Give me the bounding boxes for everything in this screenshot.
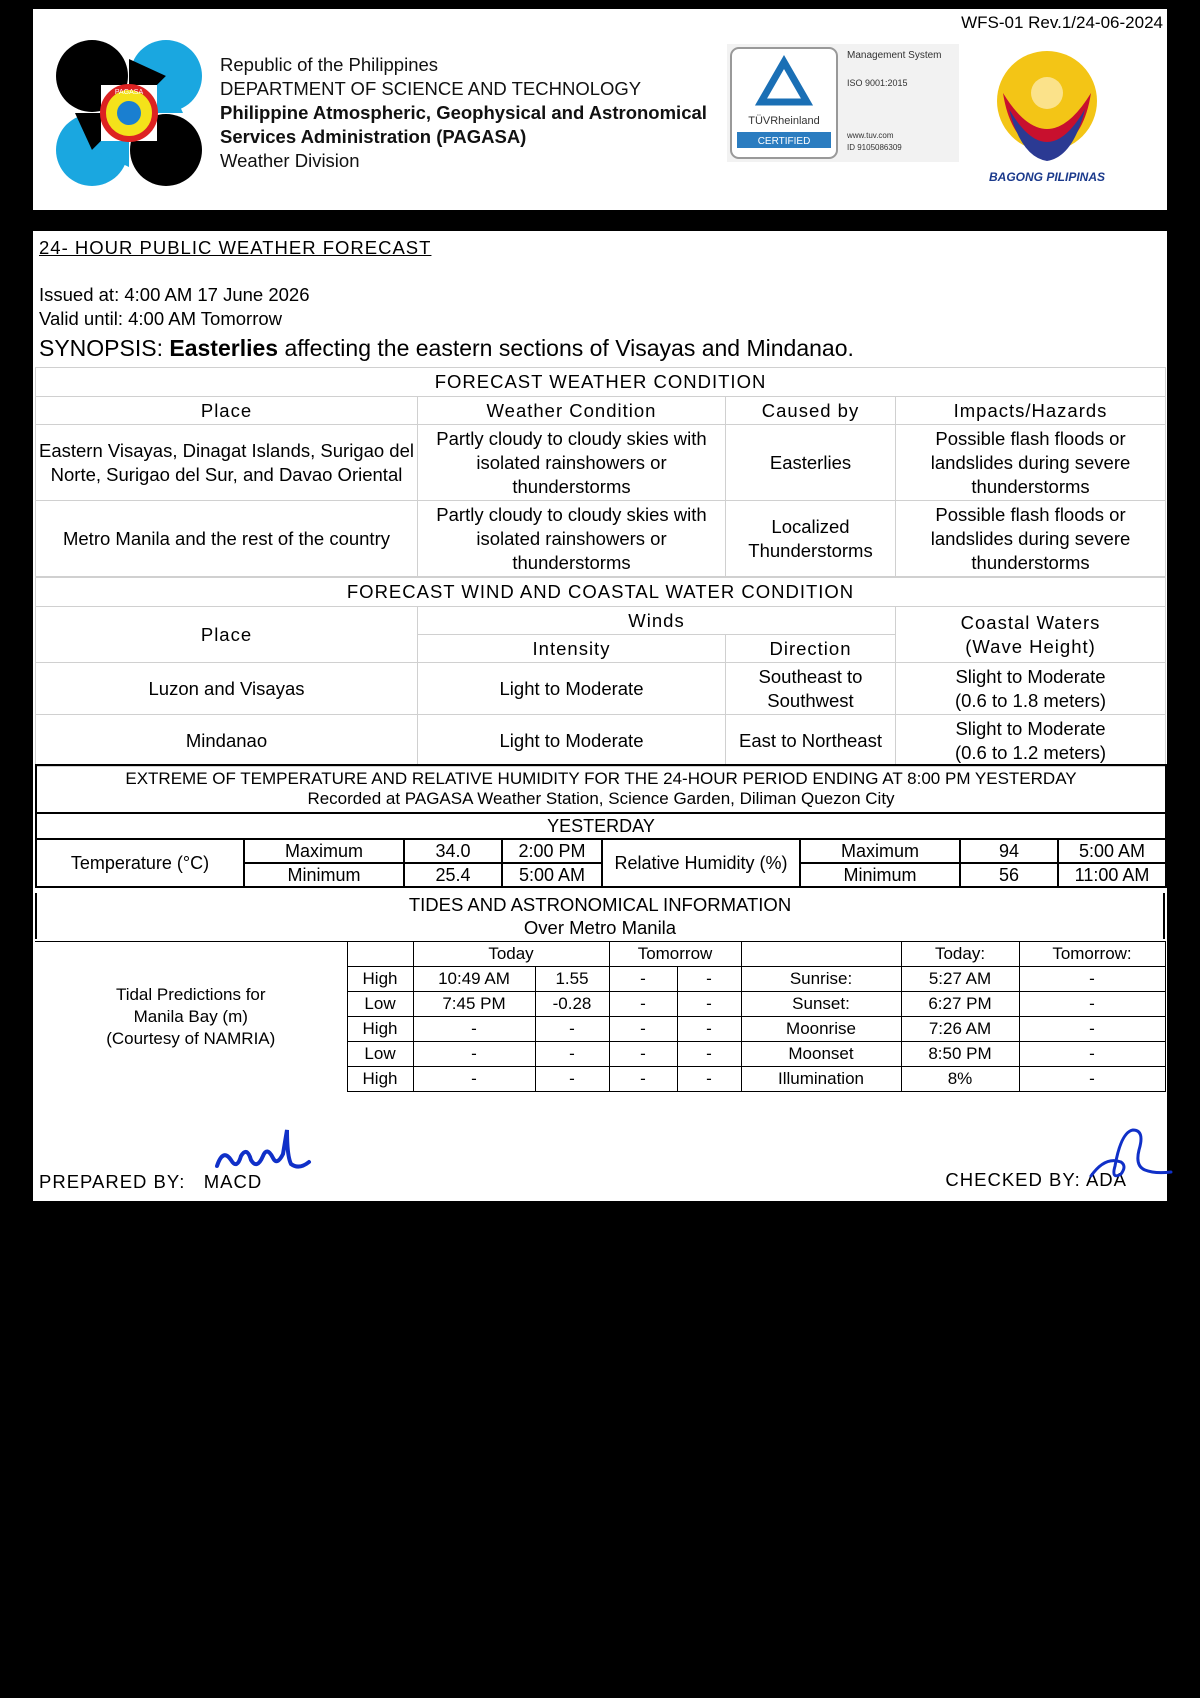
place-cell: Eastern Visayas, Dinagat Islands, Surigao del Norte, Surigao del Sur, and Davao Oriental <box>36 425 418 501</box>
coastal-header: Coastal Waters <box>960 611 1101 633</box>
today-header: Today <box>413 942 609 967</box>
max-label: Maximum <box>800 839 960 863</box>
prepared-label: PREPARED BY: <box>39 1171 186 1192</box>
place-cell: Luzon and Visayas <box>36 663 418 715</box>
tide-time: - <box>413 1017 535 1042</box>
min-label: Minimum <box>800 863 960 887</box>
cause-cell: Easterlies <box>726 425 896 501</box>
astro-tomorrow: - <box>1019 967 1165 992</box>
astro-label: Illumination <box>741 1067 901 1092</box>
wind-table-title: FORECAST WIND AND COASTAL WATER CONDITION <box>36 578 1166 607</box>
tide-tom-height: - <box>677 1042 741 1067</box>
place-cell: Metro Manila and the rest of the country <box>36 501 418 577</box>
tide-time: 7:45 PM <box>413 992 535 1017</box>
tuv-url: www.tuv.com <box>847 131 894 140</box>
weather-condition-table <box>35 367 1166 577</box>
max-label: Maximum <box>244 839 404 863</box>
tidal-label-cell <box>35 942 347 1092</box>
tuv-iso: ISO 9001:2015 <box>847 78 908 88</box>
forecast-sheet <box>33 231 1167 1201</box>
tide-tom-time: - <box>609 967 677 992</box>
coastal-value: Slight to Moderate <box>955 665 1106 687</box>
tide-height: - <box>535 1042 609 1067</box>
prepared-name: MACD <box>203 1171 263 1192</box>
intensity-cell: Light to Moderate <box>418 715 726 767</box>
agency-name <box>220 53 707 173</box>
issue-info <box>39 283 310 331</box>
astro-today: 8:50 PM <box>901 1042 1019 1067</box>
tides-table <box>35 941 1166 1092</box>
col-header: Weather Condition <box>418 397 726 425</box>
astro-today: 8% <box>901 1067 1019 1092</box>
issued-at: Issued at: 4:00 AM 17 June 2026 <box>39 284 310 305</box>
bagong-label: BAGONG PILIPINAS <box>988 170 1106 184</box>
astro-tomorrow: - <box>1019 1067 1165 1092</box>
col-header: Direction <box>726 635 896 663</box>
wave-value: (0.6 to 1.2 meters) <box>954 741 1107 763</box>
astro-tomorrow: - <box>1019 1042 1165 1067</box>
extreme-title-cell <box>36 765 1166 813</box>
cause-cell: Localized Thunderstorms <box>726 501 896 577</box>
tuv-system: Management System <box>847 50 942 61</box>
synopsis <box>39 335 854 362</box>
tuv-certification-logo <box>727 44 959 162</box>
table-row <box>36 663 1166 715</box>
tides-title: TIDES AND ASTRONOMICAL INFORMATION <box>408 894 792 915</box>
condition-cell: Partly cloudy to cloudy skies with isolated rainshowers or thunderstorms <box>418 425 726 501</box>
rh-max-time: 5:00 AM <box>1058 839 1166 863</box>
rh-min-value: 56 <box>960 863 1058 887</box>
extreme-title: EXTREME OF TEMPERATURE AND RELATIVE HUMIDITY FOR THE 24-HOUR PERIOD ENDING AT 8:00 PM YESTERDAY <box>125 769 1077 788</box>
coastal-cell <box>896 663 1166 715</box>
tuv-brand: TÜVRheinland <box>748 115 820 127</box>
wave-header: (Wave Height) <box>965 635 1096 657</box>
agency-line: Services Administration (PAGASA) <box>220 126 527 147</box>
astro-label: Moonrise <box>741 1017 901 1042</box>
temperature-label: Temperature (°C) <box>36 839 244 887</box>
agency-line: Philippine Atmospheric, Geophysical and Astronomical <box>220 102 707 123</box>
temp-min-time: 5:00 AM <box>502 863 602 887</box>
extreme-temperature-table <box>35 764 1167 888</box>
agency-line: Weather Division <box>220 150 360 171</box>
checked-label: CHECKED BY: <box>945 1169 1081 1190</box>
col-header <box>896 607 1166 663</box>
temp-min-value: 25.4 <box>404 863 502 887</box>
checked-signature-icon <box>1085 1126 1175 1186</box>
wave-value: (0.6 to 1.8 meters) <box>954 689 1107 711</box>
astro-tomorrow: - <box>1019 1017 1165 1042</box>
tide-kind: High <box>347 967 413 992</box>
astro-label: Sunset: <box>741 992 901 1017</box>
col-header: Place <box>36 397 418 425</box>
astro-today: 7:26 AM <box>901 1017 1019 1042</box>
agency-line: Republic of the Philippines <box>220 54 439 75</box>
tide-tom-height: - <box>677 1067 741 1092</box>
astro-today: 6:27 PM <box>901 992 1019 1017</box>
tide-time: 10:49 AM <box>413 967 535 992</box>
synopsis-text: affecting the eastern sections of Visayas and Mindanao. <box>284 335 854 361</box>
table-row <box>36 501 1166 577</box>
table-row <box>36 715 1166 767</box>
tides-subtitle: Over Metro Manila <box>523 917 677 938</box>
col-header: Place <box>36 607 418 663</box>
tide-tom-height: - <box>677 1017 741 1042</box>
weather-table-title: FORECAST WEATHER CONDITION <box>36 368 1166 397</box>
blank-cell <box>347 942 413 967</box>
coastal-value: Slight to Moderate <box>955 717 1106 739</box>
rh-max-value: 94 <box>960 839 1058 863</box>
period-label: YESTERDAY <box>36 813 1166 839</box>
logo-text: PAGASA <box>114 89 144 96</box>
direction-cell: East to Northeast <box>726 715 896 767</box>
tide-kind: Low <box>347 1042 413 1067</box>
intensity-cell: Light to Moderate <box>418 663 726 715</box>
condition-cell: Partly cloudy to cloudy skies with isolated rainshowers or thunderstorms <box>418 501 726 577</box>
col-header: Intensity <box>418 635 726 663</box>
tide-height: 1.55 <box>535 967 609 992</box>
pagasa-logo-icon <box>55 39 203 187</box>
tuv-id: ID 9105086309 <box>847 143 902 152</box>
prepared-by <box>39 1171 262 1193</box>
impact-cell: Possible flash floods or landslides during severe thunderstorms <box>896 501 1166 577</box>
tuv-badge: CERTIFIED <box>757 136 811 147</box>
temp-max-time: 2:00 PM <box>502 839 602 863</box>
tide-tom-time: - <box>609 1017 677 1042</box>
tide-height: -0.28 <box>535 992 609 1017</box>
direction-cell: Southeast to Southwest <box>726 663 896 715</box>
wind-coastal-table <box>35 577 1166 767</box>
astro-label: Moonset <box>741 1042 901 1067</box>
extreme-subtitle: Recorded at PAGASA Weather Station, Science Garden, Diliman Quezon City <box>307 789 895 808</box>
astro-label: Sunrise: <box>741 967 901 992</box>
place-cell: Mindanao <box>36 715 418 767</box>
col-header: Winds <box>418 607 896 635</box>
document-header <box>33 9 1167 210</box>
col-header: Caused by <box>726 397 896 425</box>
prepared-signature-icon <box>213 1126 323 1176</box>
forecast-title: 24- HOUR PUBLIC WEATHER FORECAST <box>39 237 432 258</box>
synopsis-label: SYNOPSIS: <box>39 335 163 361</box>
synopsis-system: Easterlies <box>169 335 279 361</box>
tide-time: - <box>413 1042 535 1067</box>
tide-time: - <box>413 1067 535 1092</box>
rh-min-time: 11:00 AM <box>1058 863 1166 887</box>
table-row <box>36 425 1166 501</box>
bagong-pilipinas-logo <box>963 35 1131 185</box>
revision-code: WFS-01 Rev.1/24-06-2024 <box>961 13 1163 32</box>
tide-height: - <box>535 1067 609 1092</box>
tidal-label: Tidal Predictions for Manila Bay (m) (Courtesy of NAMRIA) <box>106 984 276 1048</box>
tide-tom-time: - <box>609 1067 677 1092</box>
tide-height: - <box>535 1017 609 1042</box>
coastal-cell <box>896 715 1166 767</box>
astro-tomorrow: - <box>1019 992 1165 1017</box>
valid-until: Valid until: 4:00 AM Tomorrow <box>39 308 283 329</box>
astro-tomorrow-header: Tomorrow: <box>1019 942 1165 967</box>
agency-line: DEPARTMENT OF SCIENCE AND TECHNOLOGY <box>220 78 642 99</box>
checked-name: ADA <box>1085 1169 1127 1190</box>
col-header: Impacts/Hazards <box>896 397 1166 425</box>
tide-kind: Low <box>347 992 413 1017</box>
tide-kind: High <box>347 1017 413 1042</box>
blank-cell <box>741 942 901 967</box>
astro-today: 5:27 AM <box>901 967 1019 992</box>
tide-tom-height: - <box>677 992 741 1017</box>
tomorrow-header: Tomorrow <box>609 942 741 967</box>
tide-tom-time: - <box>609 992 677 1017</box>
min-label: Minimum <box>244 863 404 887</box>
tide-tom-height: - <box>677 967 741 992</box>
humidity-label: Relative Humidity (%) <box>602 839 800 887</box>
tide-kind: High <box>347 1067 413 1092</box>
tide-tom-time: - <box>609 1042 677 1067</box>
astro-today-header: Today: <box>901 942 1019 967</box>
impact-cell: Possible flash floods or landslides during severe thunderstorms <box>896 425 1166 501</box>
tides-title-block <box>35 893 1165 939</box>
temp-max-value: 34.0 <box>404 839 502 863</box>
